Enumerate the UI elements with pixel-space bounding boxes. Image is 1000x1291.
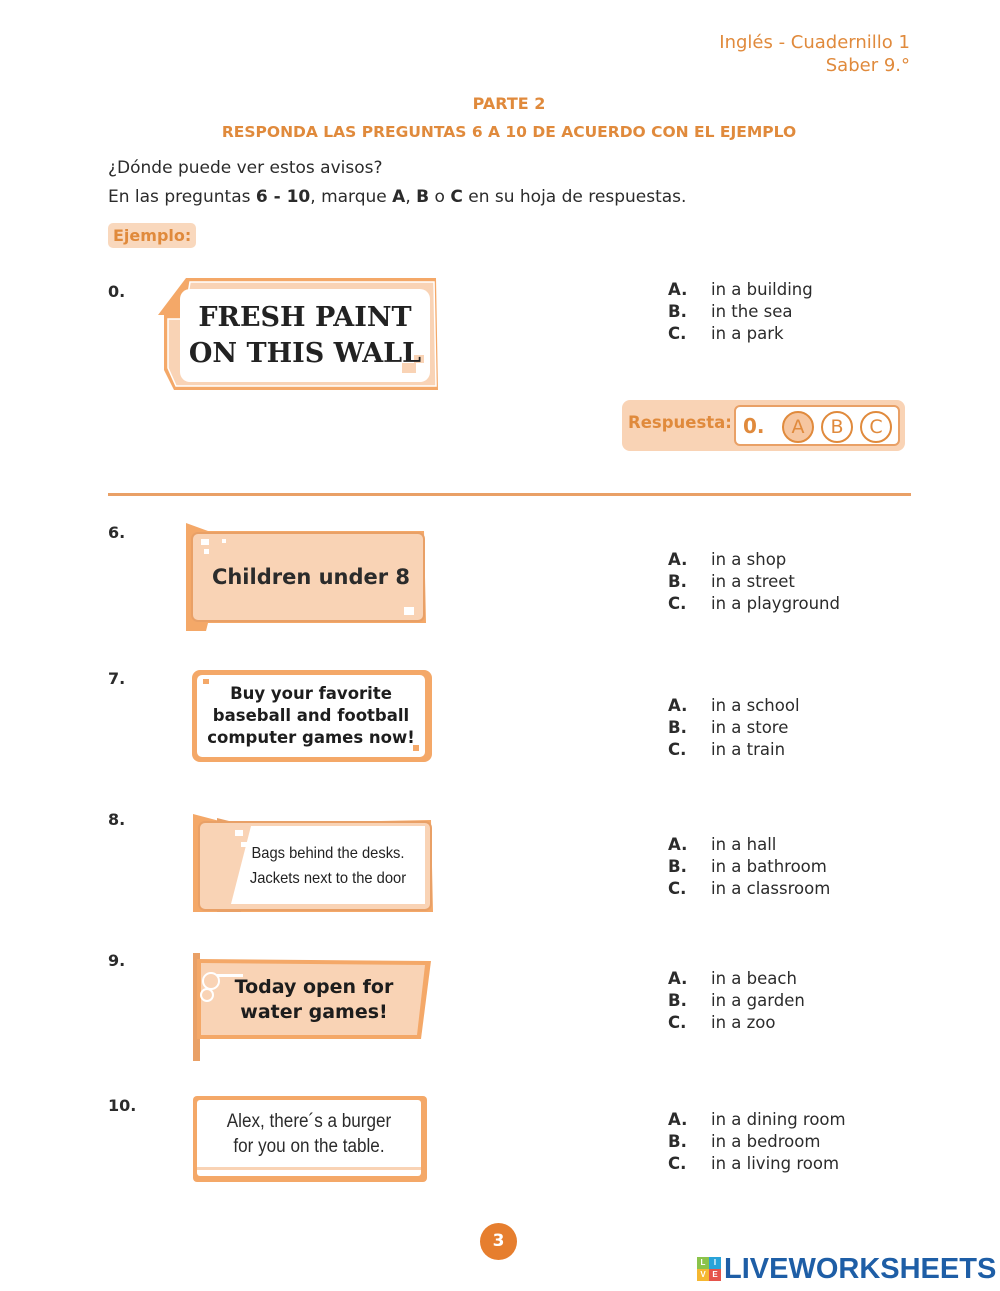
question-number: 10. xyxy=(108,1096,137,1115)
liveworksheets-logo[interactable] xyxy=(697,1252,996,1286)
header-grade: Saber 9.° xyxy=(825,55,910,76)
instructions-title: RESPONDA LAS PREGUNTAS 6 A 10 DE ACUERDO CON EL EJEMPLO xyxy=(221,123,797,141)
option-b[interactable]: B. in a store xyxy=(668,718,789,737)
answer-example-box xyxy=(622,400,905,451)
question-options xyxy=(668,1109,846,1175)
answer-bubbles xyxy=(734,405,900,446)
sign-text: Buy your favorite baseball and football computer games now! xyxy=(207,684,415,747)
page-header xyxy=(719,31,910,77)
example-label: Ejemplo: xyxy=(108,223,196,248)
part-title: PARTE 2 xyxy=(472,94,546,113)
option-a[interactable]: A. in a shop xyxy=(668,550,787,569)
question-options xyxy=(668,834,830,900)
sign-q8 xyxy=(191,812,435,916)
answer-number: 0. xyxy=(743,414,765,438)
option-a[interactable]: A. in a beach xyxy=(668,969,797,988)
sign-q7 xyxy=(191,669,433,764)
header-subject: Inglés - Cuadernillo 1 xyxy=(719,32,910,53)
option-b[interactable]: B. in a bathroom xyxy=(668,857,827,876)
page-number: 3 xyxy=(480,1223,517,1260)
question-number: 7. xyxy=(108,669,126,688)
option-b[interactable]: B. in the sea xyxy=(668,302,793,321)
option-a[interactable]: A. in a dining room xyxy=(668,1110,846,1129)
example-sign xyxy=(156,275,446,395)
option-a[interactable]: A. in a building xyxy=(668,280,813,299)
question-options xyxy=(668,968,805,1034)
option-b[interactable]: B. in a street xyxy=(668,572,795,591)
option-b[interactable]: B. in a bedroom xyxy=(668,1132,821,1151)
sign-q6 xyxy=(184,521,430,635)
example-options xyxy=(668,279,813,345)
question-options xyxy=(668,695,800,761)
sign-text: Bags behind the desks. Jackets next to the door xyxy=(249,845,407,887)
option-b[interactable]: B. in a garden xyxy=(668,991,805,1010)
section-divider xyxy=(108,493,911,496)
option-c[interactable]: C. in a train xyxy=(668,740,786,759)
sign-q9 xyxy=(191,951,433,1063)
question-number: 8. xyxy=(108,810,126,829)
brand-name: LIVEWORKSHEETS xyxy=(724,1252,997,1285)
option-a[interactable]: A. in a hall xyxy=(668,835,777,854)
sign-text: Today open for water games! xyxy=(234,976,394,1023)
question-line: ¿Dónde puede ver estos avisos? xyxy=(108,158,383,178)
question-options xyxy=(668,549,840,615)
option-c[interactable]: C. in a playground xyxy=(668,594,840,613)
question-number: 6. xyxy=(108,523,126,542)
option-c[interactable]: C. in a zoo xyxy=(668,1013,776,1032)
bubble-a[interactable]: A xyxy=(782,411,814,443)
option-c[interactable]: C. in a classroom xyxy=(668,879,831,898)
brand-logo-icon: L I V E xyxy=(697,1257,721,1281)
sign-text: FRESH PAINT ON THIS WALL xyxy=(188,301,422,369)
option-c[interactable]: C. in a living room xyxy=(668,1154,840,1173)
question-number: 9. xyxy=(108,951,126,970)
answer-label: Respuesta: xyxy=(628,413,732,432)
bubble-b[interactable]: B xyxy=(821,411,853,443)
option-c[interactable]: C. in a park xyxy=(668,324,784,343)
bubble-c[interactable]: C xyxy=(860,411,892,443)
option-a[interactable]: A. in a school xyxy=(668,696,800,715)
instruction-line: En las preguntas 6 - 10, marque A, B o C en su hoja de respuestas. xyxy=(108,187,687,207)
example-number: 0. xyxy=(108,282,126,301)
sign-q10 xyxy=(192,1095,428,1183)
sign-text: Children under 8 xyxy=(211,565,411,589)
sign-text: Alex, there´s a burger for you on the table. xyxy=(226,1111,392,1157)
